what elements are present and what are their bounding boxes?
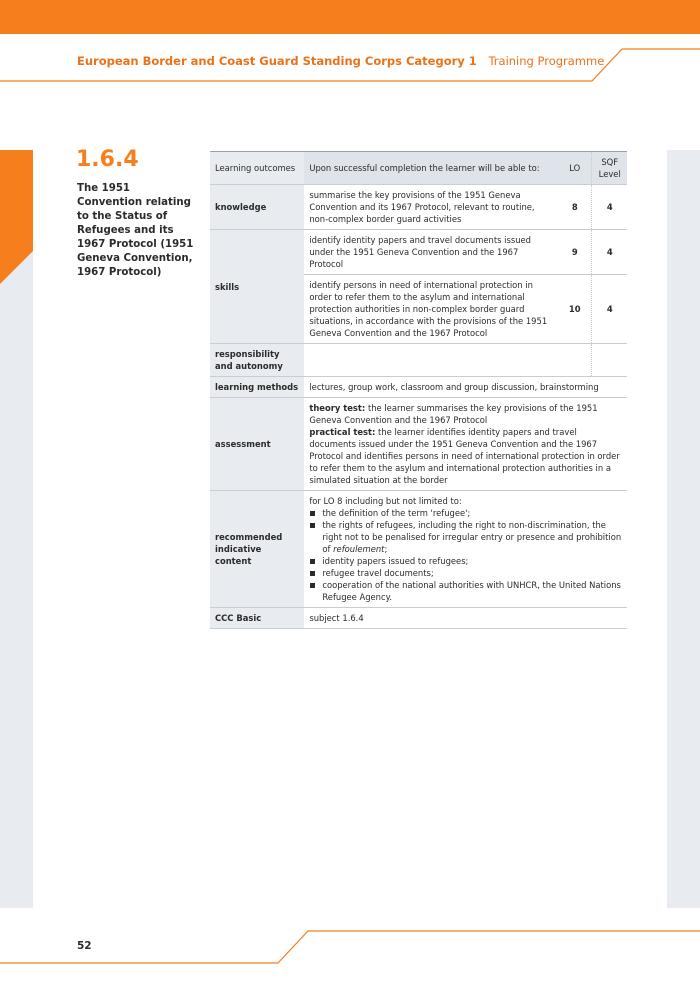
knowledge-row [210, 185, 627, 230]
square-bullet-icon [310, 523, 315, 528]
list-item [309, 567, 622, 579]
assessment-label: assessment [210, 398, 304, 491]
skills-description-2: identify persons in need of international protection in order to refer them to the asylum and international protection authorities in non-complex border guard situations, in accordance with the provisions of the 1951 Geneva Convention and the 1967 Protocol [304, 275, 558, 344]
skills-label: skills [210, 230, 304, 344]
recommended-intro: for LO 8 including but not limited to: [309, 496, 462, 506]
page-number: 52 [77, 940, 92, 952]
square-bullet-icon [310, 559, 315, 564]
square-bullet-icon [310, 571, 315, 576]
recommended-content-row [210, 491, 627, 608]
responsibility-description [304, 344, 558, 377]
ccc-value: subject 1.6.4 [304, 608, 627, 629]
skills-row [210, 230, 627, 275]
responsibility-lo [558, 344, 592, 377]
top-orange-band [0, 0, 700, 34]
skills-description-1: identify identity papers and travel documents issued under the 1951 Geneva Convention and the 1967 Protocol [304, 230, 558, 275]
responsibility-sqf [592, 344, 627, 377]
ccc-row [210, 608, 627, 629]
practical-test-label: practical test: [309, 427, 376, 437]
skills-sqf-2: 4 [592, 275, 627, 344]
theory-test-label: theory test: [309, 403, 366, 413]
list-item [309, 507, 622, 519]
learning-methods-value: lectures, group work, classroom and group discussion, brainstorming [304, 377, 627, 398]
responsibility-row [210, 344, 627, 377]
square-bullet-icon [310, 511, 315, 516]
recommended-label: recommended indicative content [210, 491, 304, 608]
assessment-row [210, 398, 627, 491]
header-subtitle: Training Programme [488, 54, 605, 68]
skills-lo-2: 10 [558, 275, 592, 344]
skills-sqf-1: 4 [592, 230, 627, 275]
knowledge-description: summarise the key provisions of the 1951 Geneva Convention and its 1967 Protocol, relevant to routine, non-complex border guard activities [304, 185, 558, 230]
section-number: 1.6.4 [76, 147, 139, 172]
ccc-label: CCC Basic [210, 608, 304, 629]
header-sqf: SQF Level [592, 152, 627, 185]
square-bullet-icon [310, 583, 315, 588]
header-title: European Border and Coast Guard Standing Corps Category 1 [77, 54, 477, 68]
theory-test-text: the learner summarises the key provisions of the 1951 Geneva Convention and the 1967 Protocol [309, 403, 598, 425]
header-label: Learning outcomes [210, 152, 304, 185]
list-item-text: the definition of the term 'refugee'; [322, 508, 471, 518]
list-item [309, 519, 622, 555]
practical-test-text: the learner identifies identity papers and travel documents issued under the 1951 Geneva Convention and the 1967 Protocol and identifies persons in need of international protection in order to refer them to the asylum and international protection authorities in a simulated situation at the border [309, 427, 620, 485]
knowledge-label: knowledge [210, 185, 304, 230]
learning-outcomes-table [210, 151, 627, 629]
header-description: Upon successful completion the learner will be able to: [304, 152, 558, 185]
table-header-row [210, 152, 627, 185]
knowledge-lo: 8 [558, 185, 592, 230]
header-lo: LO [558, 152, 592, 185]
skills-lo-1: 9 [558, 230, 592, 275]
recommended-list [309, 507, 622, 603]
learning-methods-row [210, 377, 627, 398]
list-item-text: refugee travel documents; [322, 568, 434, 578]
list-item-text: identity papers issued to refugees; [322, 556, 469, 566]
list-item-text: cooperation of the national authorities with UNHCR, the United Nations Refugee Agency. [322, 580, 621, 602]
assessment-value [304, 398, 627, 491]
list-item [309, 555, 622, 567]
italic-term: refoulement [333, 544, 385, 554]
responsibility-label: responsibility and autonomy [210, 344, 304, 377]
knowledge-sqf: 4 [592, 185, 627, 230]
list-item-text: the rights of refugees, including the right to non-discrimination, the right not to be penalised for irregular entry or presence and prohibition of [322, 520, 622, 554]
list-item-tail: ; [384, 544, 388, 554]
recommended-value [304, 491, 627, 608]
right-margin-panel [667, 150, 700, 908]
list-item [309, 579, 622, 603]
section-title: The 1951 Convention relating to the Status of Refugees and its 1967 Protocol (1951 Geneva Convention, 1967 Protocol) [77, 183, 194, 278]
orange-corner-shape [0, 150, 34, 285]
running-header [77, 54, 604, 68]
learning-methods-label: learning methods [210, 377, 304, 398]
